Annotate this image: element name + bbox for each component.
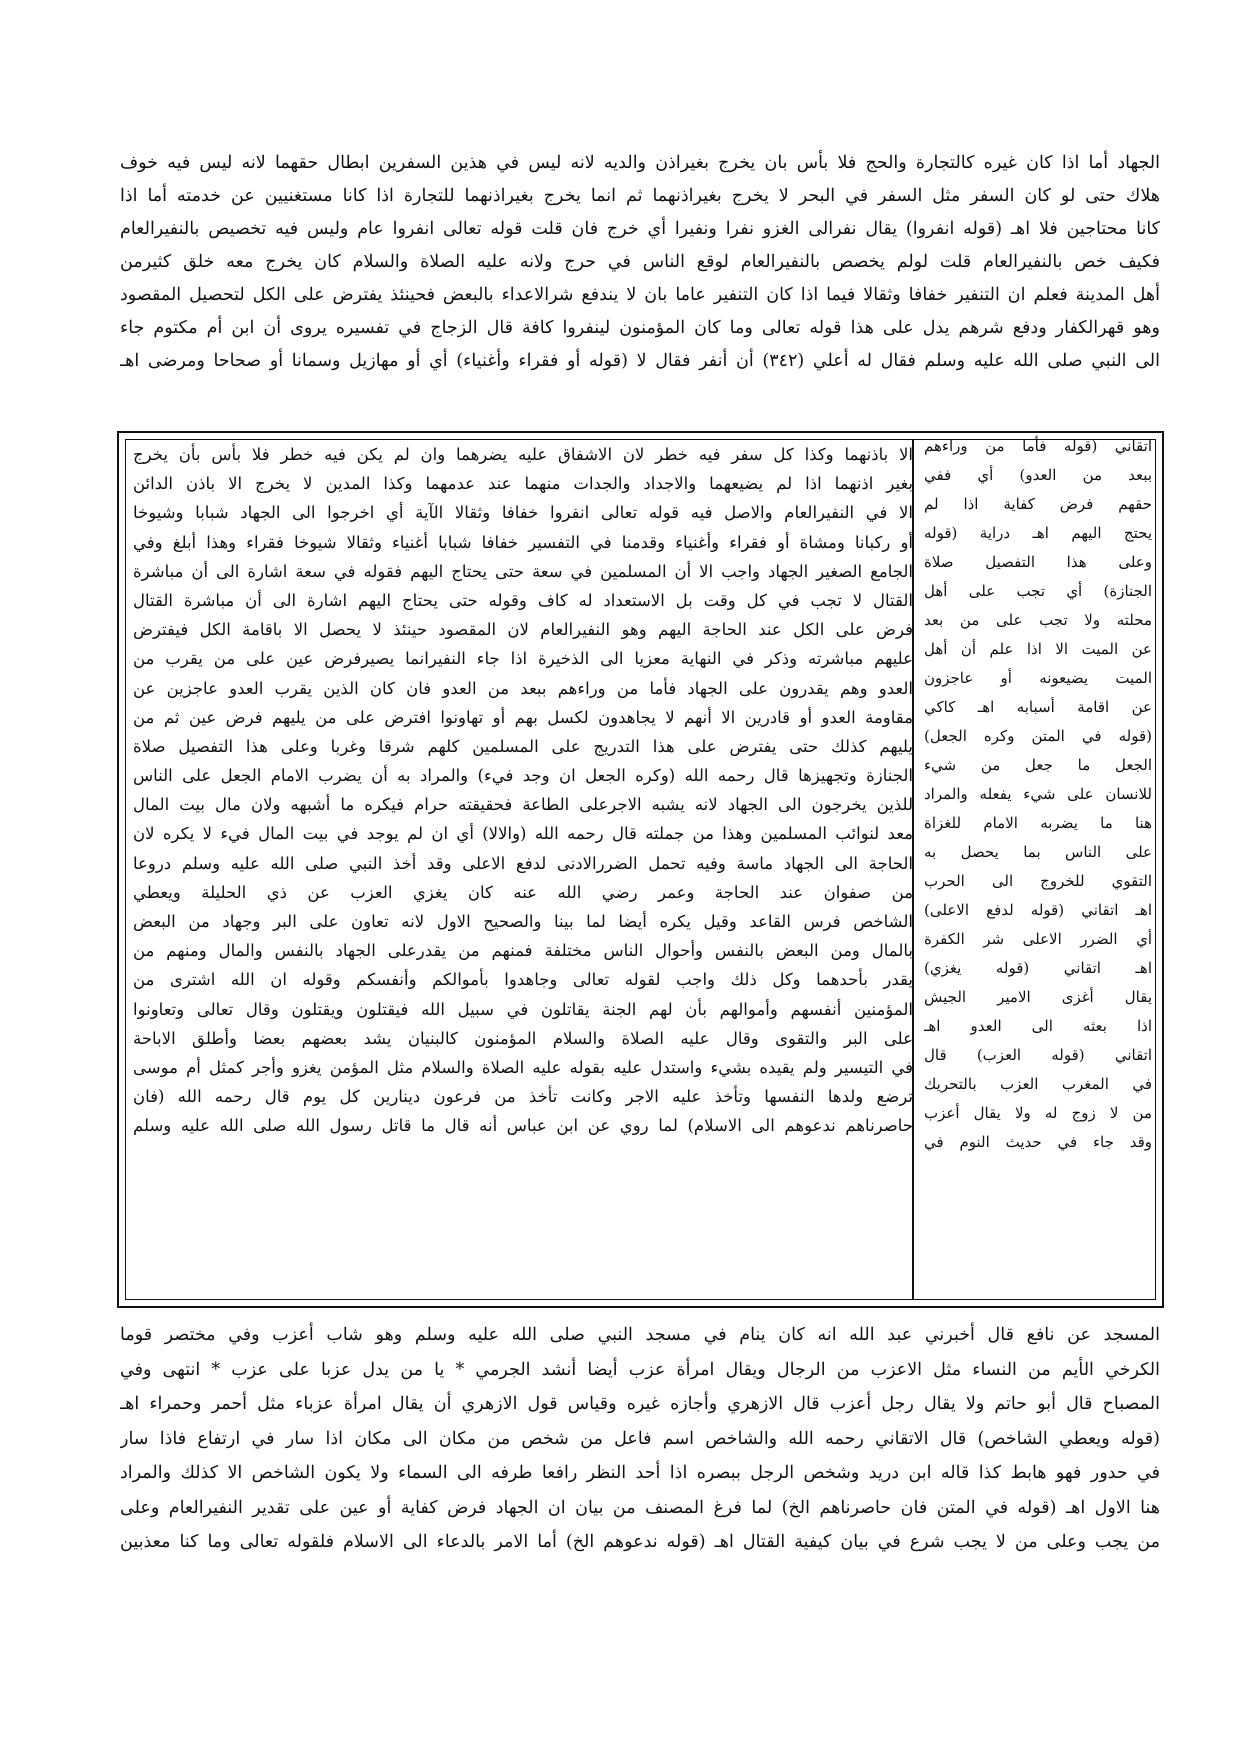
text-line: يقدر بأحدهما وكل ذلك واجب لقوله تعالى وجاهدوا بأموالكم وأنفسكم وقوله ان الله اشترى من — [133, 970, 913, 990]
text-line: معد لنوائب المسلمين وهذا من جملته قال رحمه الله (والالا) أي ان لم يوجد في بيت المال فيء لا يكره لان — [133, 824, 913, 844]
text-line: عليهم مباشرته وذكر في النهاية معزيا الى الذخيرة اذا جاء النفيرانما يصيرفرض عين على من يقرب من — [133, 649, 913, 669]
upper-commentary — [120, 147, 1160, 378]
text-line: القتال لا تجب في كل وقت بل الاستعداد له كاف وقوله حتى يحتاج اليهم اشارة الى أن مباشرة القتال — [133, 590, 913, 610]
text-line: (قوله ويعطي الشاخص) قال الاتقاني رحمه الله والشاخص اسم فاعل من شخص من مكان الى مكان اذا سار في ارتفاع فاذا سار — [120, 1428, 1160, 1449]
text-line: التقوي للخروج الى الحرب — [924, 872, 1152, 890]
text-line: الحاجة الى الجهاد ماسة وفيه تحمل الضررالادنى لدفع الاعلى وقد أخذ النبي صلى الله عليه وسلم دروعا — [133, 853, 913, 873]
text-line: عن اقامة أسبابه اهـ كاكي — [924, 698, 1152, 716]
text-line: أهل المدينة فعلم ان التنفير خفافا وثقالا فيما اذا كان التنفير عاما بان لا يندفع شرالاعداء بالبعض فحينئذ يفترض على الكل لتحصيل المقصود — [120, 285, 1160, 305]
text-line: يليهم كذلك حتى يفترض على هذا التدريج على المسلمين كلهم شرقا وغربا وعلى هذا التفصيل صلاة — [133, 736, 913, 756]
text-line: الميت يضيعونه أو عاجزون — [924, 669, 1152, 687]
text-line: المسجد عن نافع قال أخبرني عبد الله انه كان ينام في مسجد النبي صلى الله عليه وسلم وهو شاب أعزب وفي مختصر قوما — [120, 1325, 1160, 1345]
text-line: الجهاد أما اذا كان غيره كالتجارة والحج فلا بأس بان يخرج بغيراذن والديه لانه ليس في هذين السفرين ابطال حقهما لانه ليس فيه خوف — [120, 153, 1160, 173]
text-line: المؤمنين أنفسهم وأموالهم بأن لهم الجنة يقاتلون في سبيل الله فيقتلون ويقتلون وقال تعالى وتعاونوا — [133, 999, 913, 1019]
text-line: وهو قهرالكفار ودفع شرهم يدل على هذا قوله تعالى وما كان المؤمنون لينفروا كافة قال الزجاج في تفسيره يروى أن ابن أم مكتوم جاء — [120, 318, 1160, 338]
text-line: اهـ اتقاني (قوله لدفع الاعلى) — [924, 901, 1152, 919]
text-line: اذا بعثه الى العدو اهـ — [924, 1017, 1152, 1035]
text-line: فرض على الكل عند الحاجة اليهم وهو النفيرالعام لان المقصود حينئذ لا يحصل الا باقامة الكل فيفترض — [133, 620, 913, 640]
side-gloss-column — [924, 432, 1152, 1157]
text-line: ترضع ولدها النفسها وتأخذ عليه الاجر وكانت تأخذ من فرعون دينارين كل يوم قال رحمه الله (فان — [133, 1087, 913, 1107]
text-line: عن الميت الا اذا علم أن أهل — [924, 640, 1152, 658]
text-line: من لا زوج له ولا يقال أعزب — [924, 1104, 1152, 1122]
text-line: وعلى هذا التفصيل صلاة — [924, 553, 1152, 571]
text-line: وقد جاء في حديث النوم في — [924, 1133, 1152, 1151]
text-line: اتقاني (قوله العزب) قال — [924, 1046, 1152, 1064]
text-line: للذين يخرجون الى الجهاد لانه يشبه الاجرعلى الطاعة فحقيقته حرام فيكره ما أشبهه ولان مال بيت المال — [133, 795, 913, 815]
text-line: على الناس بما يحصل به — [924, 843, 1152, 861]
text-line: بغير اذنهما اذا لم يضيعهما والاجداد والجدات منهما عند عدمهما وكذا المدين لا يخرج الا باذن الدائن — [133, 474, 913, 494]
text-line: هلاك حتى لو كان السفر مثل السفر في البحر لا يخرج بغيراذنهما ثم انما يخرج بغيراذنهما للتجارة اذا كانا مستغنيين عن خدمته أما اذا — [120, 186, 1160, 206]
text-line: يحتج اليهم اهـ دراية (قوله — [924, 524, 1152, 542]
text-line: مقاومة العدو أو قادرين الا أنهم لا يجاهدون لكسل بهم أو تهاونوا افترض على من يليهم فرض عين ثم من — [133, 707, 913, 727]
text-line: الشاخص فرس القاعد وقيل يكره أيضا لما بينا والصحيح الاول لانه تعاون على البر وجهاد من البعض — [133, 912, 913, 931]
text-line: من يجب وعلى من لا يجب شرع في بيان كيفية القتال اهـ (قوله ندعوهم الخ) أما الامر بالدعاء الى الاسلام فلقوله تعالى وما كنا معذبين — [120, 1532, 1160, 1552]
text-line: حاصرناهم ندعوهم الى الاسلام) لما روي عن ابن عباس أنه قال ما قاتل رسول الله صلى الله عليه وسلم — [133, 1116, 913, 1136]
main-text-column — [133, 440, 913, 1141]
text-line: كانا محتاجين فلا اهـ (قوله انفروا) يقال نفرالى الغزو نفرا ونفيرا أي خرج فان قلت قوله تعالى انفروا عام وليس فيه تخصيص بالنفيرالعام — [120, 219, 1160, 239]
text-line: محلته ولا تجب على من بعد — [924, 611, 1152, 629]
text-line: حقهم فرض كفاية اذا لم — [924, 495, 1152, 513]
text-line: في التيسير ولم يقيده بشيء واستدل عليه بقوله عليه الصلاة والسلام مثل المؤمن يغزو وأجر كمثل أم موسى — [133, 1057, 913, 1077]
text-line: يقال أغزى الامير الجيش — [924, 988, 1152, 1006]
text-line: في حدور فهو هابط كذا قاله ابن دريد وشخص الرجل ببصره اذا أحد النظر رافعا طرفه الى السماء ولا يكون الشاخص الا كذلك والمراد — [120, 1463, 1160, 1483]
text-line: العدو وهم يقدرون على الجهاد فأما من وراءهم ببعد من العدو فان كان الذين يقرب العدو عاجزين عن — [133, 678, 913, 698]
text-line: الا في النفيرالعام والاصل فيه قوله تعالى انفروا خفافا وثقالا الآية أي اخرجوا الى الجهاد شبابا وشيوخا — [133, 503, 913, 523]
text-line: هنا الاول اهـ (قوله في المتن فان حاصرناهم الخ) لما فرغ المصنف من بيان ان الجهاد فرض كفاية أو عين على تقدير النفيرالعام وعلى — [120, 1497, 1160, 1518]
text-line: المصباح قال أبو حاتم ولا يقال رجل أعزب قال الازهري وأجازه غيره وقياس قول الازهري أن يقال امرأة عزباء مثل أحمر وحمراء اهـ — [120, 1394, 1160, 1414]
text-line: الجنازة) أي تجب على أهل — [924, 582, 1152, 600]
text-line: من صفوان عند الحاجة وعمر رضي الله عنه كان يغزي العزب عن ذي الحليلة ويعطي — [133, 882, 913, 902]
text-line: بالمال ومن البعض بالنفس وأحوال الناس مختلفة فمنهم من يقدرعلى الجهاد بالنفس والمال ومنهم من — [133, 941, 913, 961]
text-line: الجعل ما جعل من شيء — [924, 756, 1152, 774]
lower-commentary — [120, 1318, 1160, 1560]
text-line: في المغرب العزب بالتحريك — [924, 1075, 1152, 1093]
text-line: اهـ اتقاني (قوله يغزي) — [924, 959, 1152, 977]
text-line: أي الضرر الاعلى شر الكفرة — [924, 930, 1152, 948]
text-line: الا باذنهما وكذا كل سفر فيه خطر لان الاشفاق عليه يضرهما وان لم يكن فيه خطر فلا بأس بأن يخرج — [133, 445, 913, 464]
text-line: أو ركبانا ومشاة أو فقراء وأغنياء وقدمنا في التفسير خفافا شبابا أغنياء وثقالا شيوخا فقراء وهذا أبلغ وفي — [133, 532, 913, 552]
text-line: فكيف خص بالنفيرالعام قلت لولم يخصص بالنفيرالعام لوقع الناس في حرج ولانه عليه الصلاة والسلام كان يخرج معه خلق كثيرمن — [120, 252, 1160, 272]
text-line: اتقاني (قوله فأما من وراءهم — [924, 437, 1152, 455]
text-line: (قوله في المتن وكره الجعل) — [924, 727, 1152, 745]
text-line: هنا ما يضربه الامام للغزاة — [924, 814, 1152, 832]
text-line: للانسان على شيء يفعله والمراد — [924, 785, 1152, 803]
text-line: ببعد من العدو) أي ففي — [924, 466, 1152, 484]
text-line: الى النبي صلى الله عليه وسلم فقال له أعلي (٣٤٢) أن أنفر فقال لا (قوله أو فقراء وأغنياء) أي أو مهازيل وسمانا أو صحاحا ومرضى اهـ — [120, 351, 1160, 371]
text-line: على البر والتقوى وقال عليه الصلاة والسلام المؤمنون كالبنيان يشد بعضهم بعضا وأطلق الاباحة — [133, 1028, 913, 1048]
text-line: الجامع الصغير الجهاد واجب الا أن المسلمين في سعة حتى يحتاج اليهم فقوله في سعة اشارة الى أن مباشرة — [133, 561, 913, 581]
text-line: الكرخي الأيم من النساء مثل الاعزب من الرجال ويقال امرأة عزب أيضا أنشد الجرمي * يا من يدل عزبا على عزب * انتهى وفي — [120, 1359, 1160, 1380]
text-line: الجنازة وتجهيزها قال رحمه الله (وكره الجعل ان وجد فيء) والمراد به أن يضرب الامام الجعل على الناس — [133, 766, 913, 786]
